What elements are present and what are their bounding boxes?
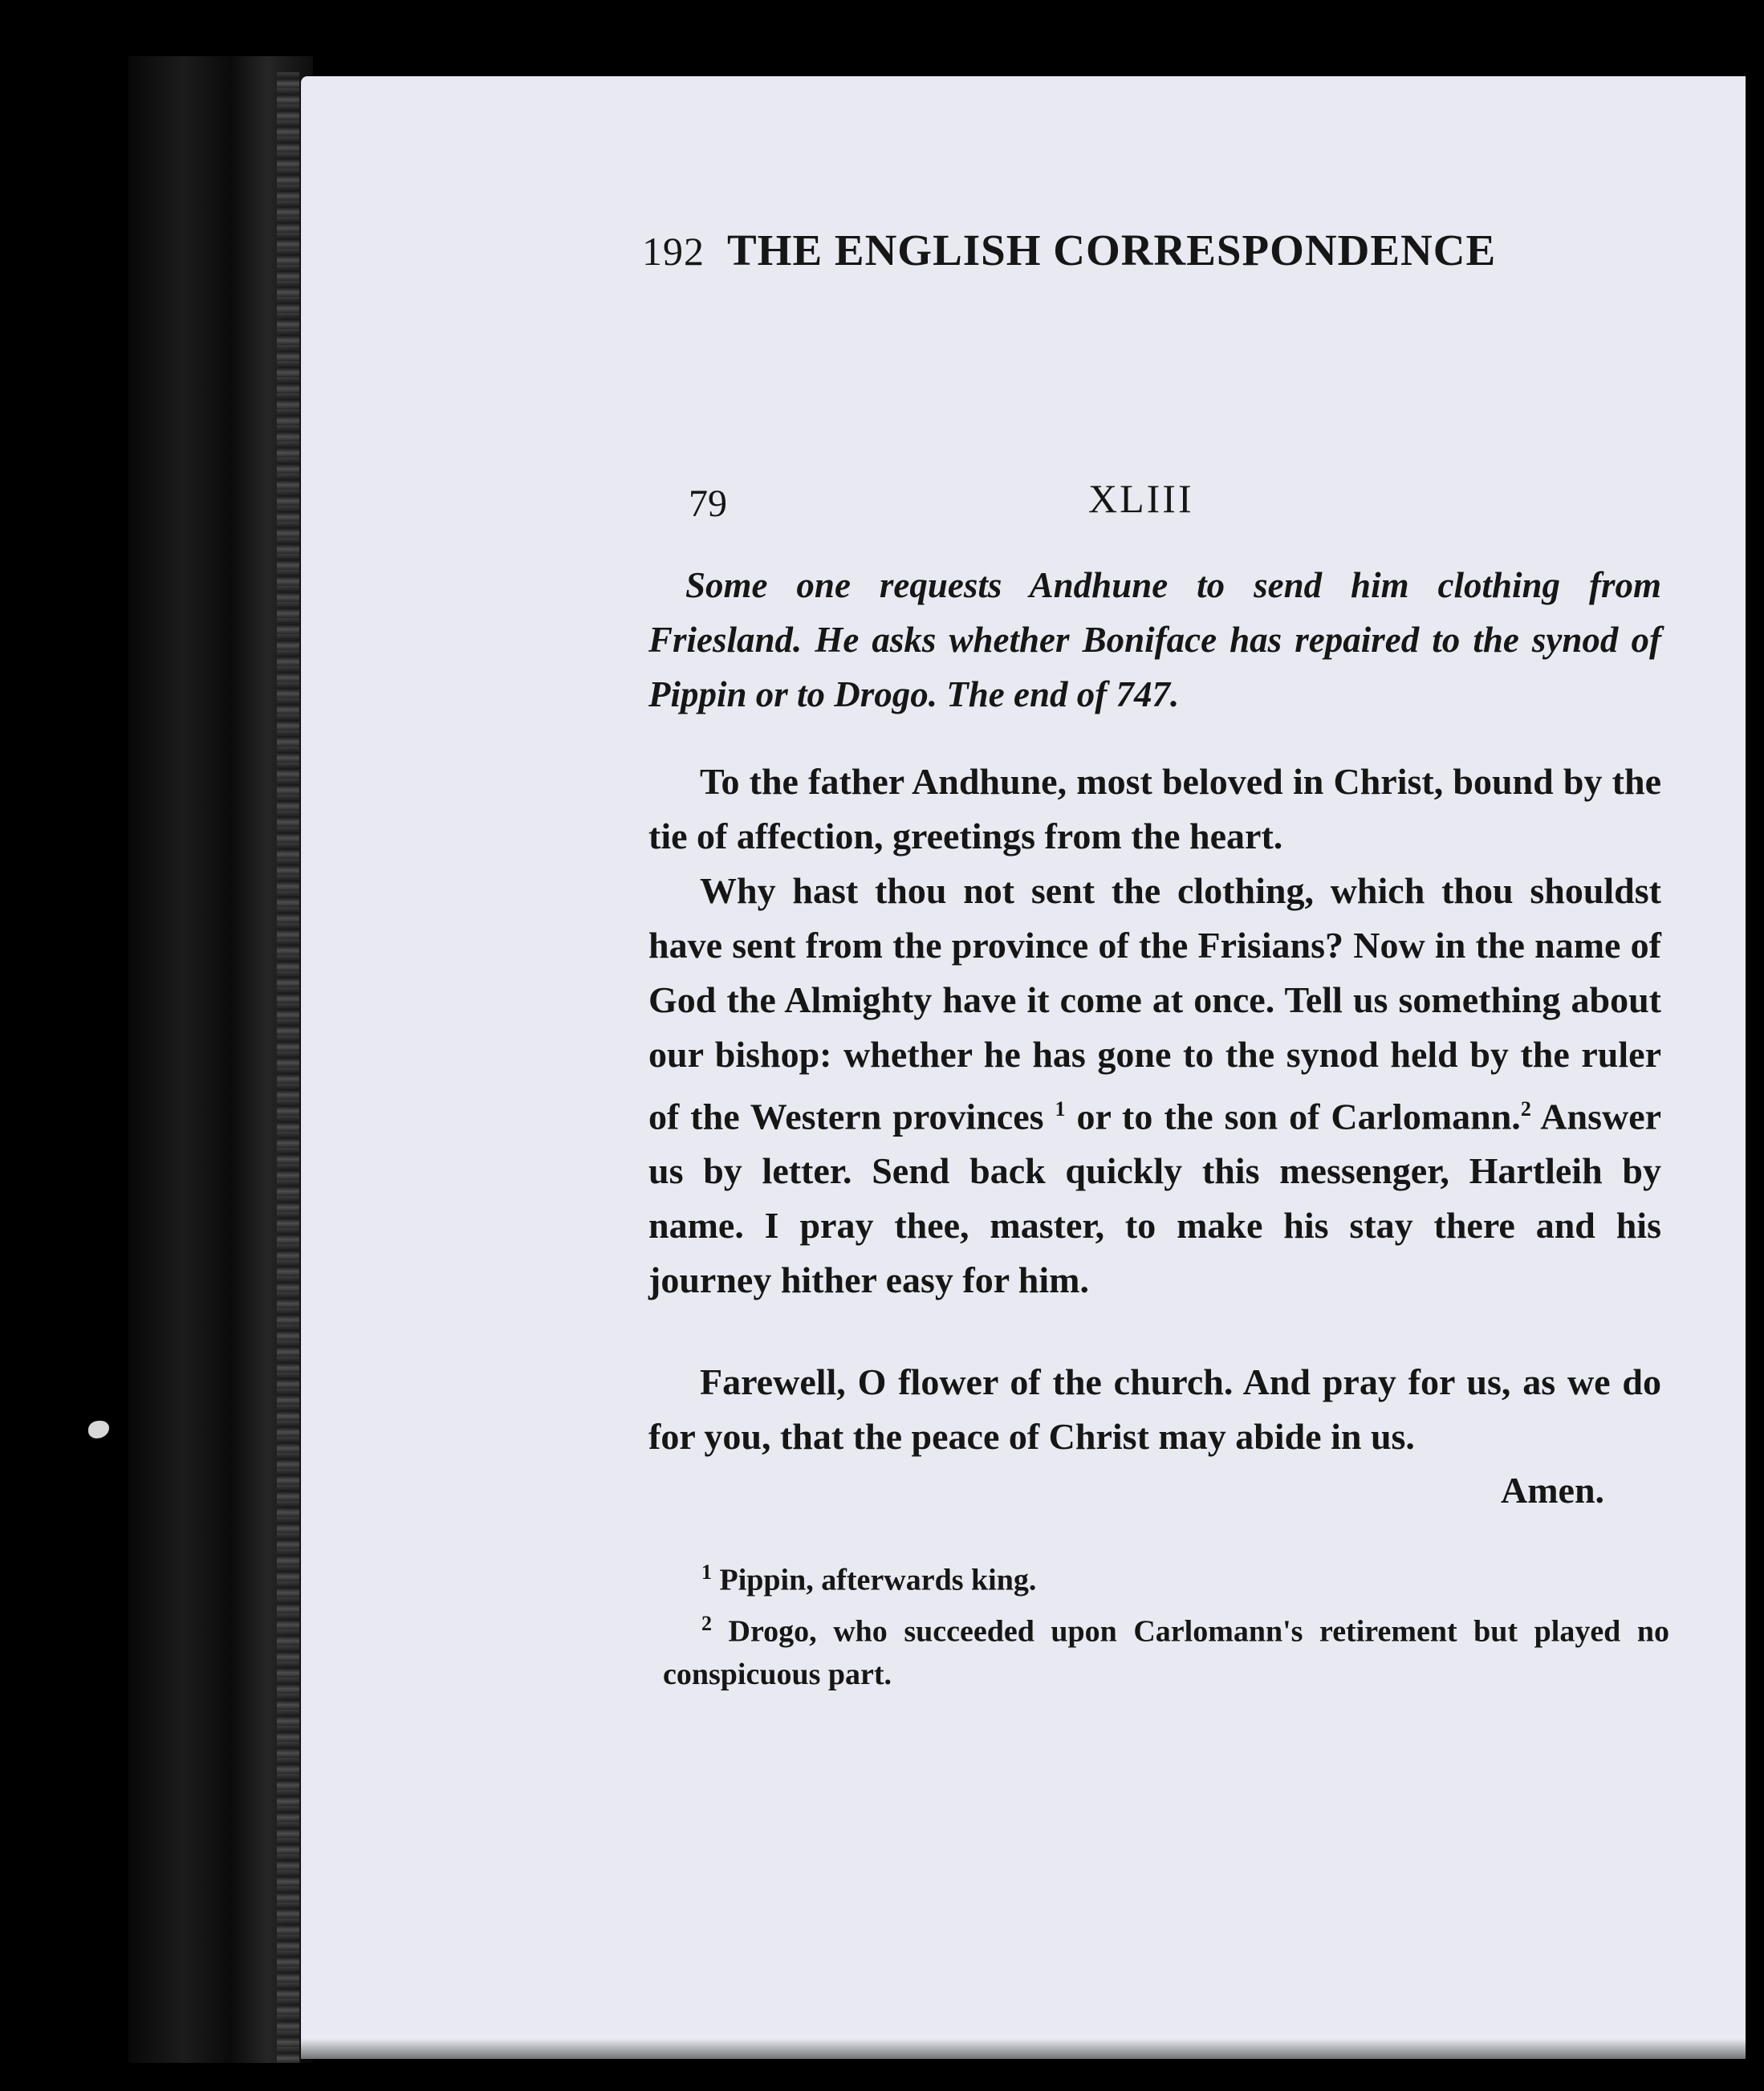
body-text-part-3: Answer us by letter. Send back quickly this messenger, Hartleih by name. I pray thee, master, to make his stay there and his journey hither easy for him. [648,1096,1662,1301]
body-text-part-1: Why hast thou not sent the clothing, which thou shouldst have sent from the province of the Frisians? Now in the name of God the Almighty have it come at once. Tell us something about our bishop: whether he has gone to the synod held by the ruler of the Western provinces [648,870,1661,1137]
body-paragraph [648,864,1661,1308]
running-head [642,225,1621,275]
letter-roman-numeral: XLIII [1088,476,1194,521]
page-bottom-shadow [301,2039,1746,2063]
footnote-text: Drogo, who succeeded upon Carlomann's retirement but played no conspicuous part. [663,1614,1669,1692]
footnotes [663,1551,1669,1696]
page-number: 192 [642,229,705,274]
salutation-paragraph: To the father Andhune, most beloved in Christ, bound by the tie of affection, greetings from the heart. [648,761,1661,856]
body-text-part-2: or to the son of Carlomann. [1076,1096,1521,1137]
farewell-paragraph: Farewell, O flower of the church. And pray for us, as we do for you, that the peace of Christ may abide in us. [648,1361,1661,1457]
letter-number: 79 [689,482,727,525]
running-title: THE ENGLISH CORRESPONDENCE [727,226,1497,275]
footnote-2 [663,1602,1669,1697]
footnote-text: Pippin, afterwards king. [719,1563,1037,1597]
footnote-ref-2: 2 [1520,1097,1531,1121]
closing-amen: Amen. [1501,1470,1605,1511]
scan-artifact [88,1421,109,1438]
footnote-mark: 2 [701,1611,712,1635]
footnote-mark: 1 [701,1560,712,1584]
footnote-ref-1: 1 [1055,1097,1066,1121]
footnote-1 [663,1551,1669,1602]
letter-summary: Some one requests Andhune to send him clothing from Friesland. He asks whether Boniface has repaired to the synod of Pippin or to Drogo. The end of 747. [648,565,1661,714]
page-edges [277,72,299,2063]
